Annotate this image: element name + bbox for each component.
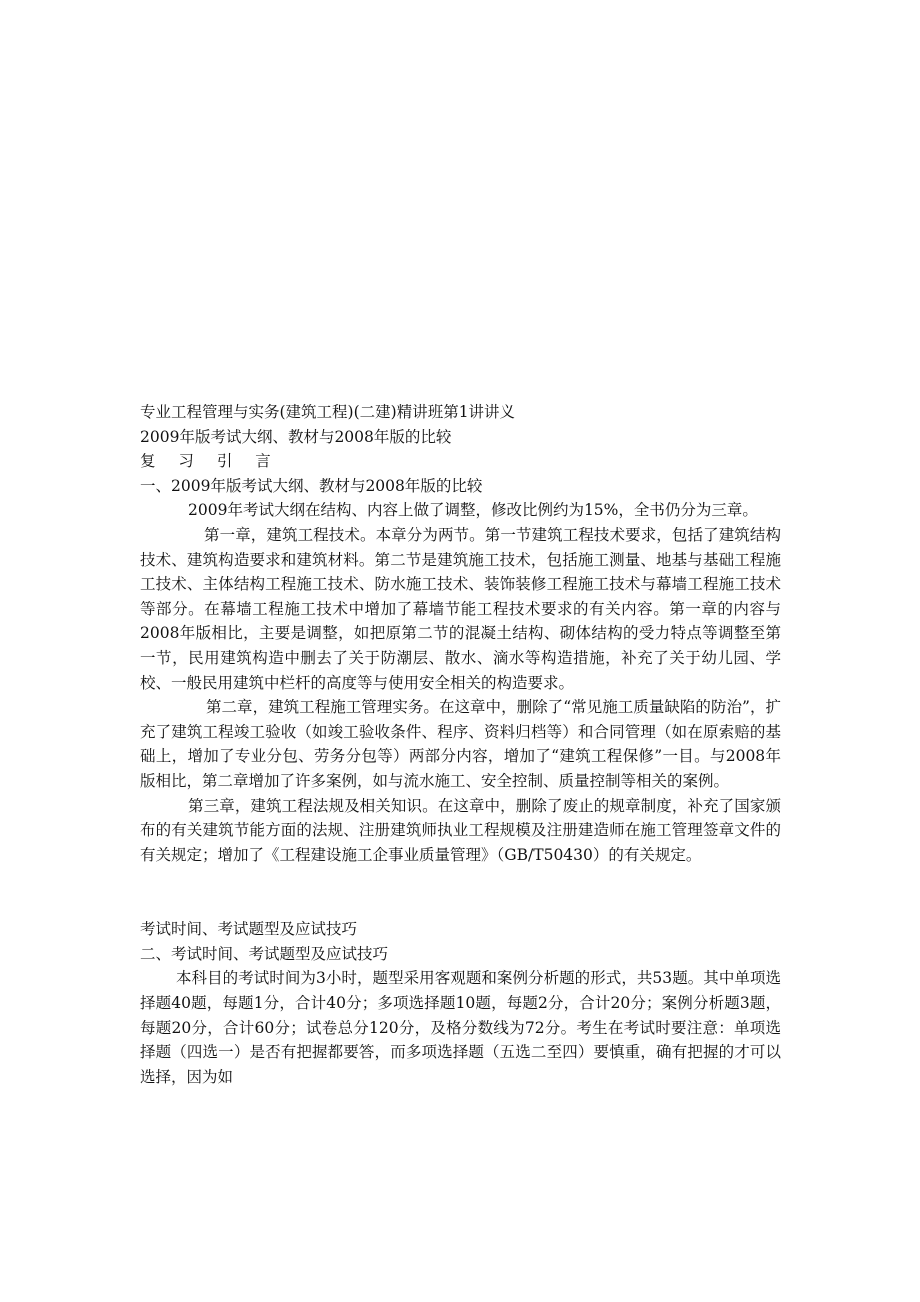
chapter-1-paragraph: 第一章，建筑工程技术。本章分为两节。第一节建筑工程技术要求，包括了建筑结构技术、建筑构造要求和建筑材料。第二节是建筑施工技术，包括施工测量、地基与基础工程施工技术、主体结构工程施工技术、防水施工技术、装饰装修工程施工技术与幕墙工程施工技术等部分。在幕墙工程施工技术中增加了幕墙节能工程技术要求的有关内容。第一章的内容与2008年版相比，主要是调整，如把原第二节的混凝土结构、砌体结构的受力特点等调整至第一节，民用建筑构造中删去了关于防潮层、散水、滴水等构造措施，补充了关于幼儿园、学校、一般民用建筑中栏杆的高度等与使用安全相关的构造要求。	[140, 525, 781, 692]
section-2-title: 考试时间、考试题型及应试技巧	[140, 920, 358, 939]
chapter-2-paragraph: 第二章，建筑工程施工管理实务。在这章中，删除了“常见施工质量缺陷的防治”，扩充了建筑工程竣工验收（如竣工验收条件、程序、资料归档等）和合同管理（如在原索赔的基础上，增加了专业分包、劳务分包等）两部分内容，增加了“建筑工程保修”一目。与2008年版相比，第二章增加了许多案例，如与流水施工、安全控制、质量控制等相关的案例。	[140, 698, 781, 790]
section-1-heading: 一、2009年版考试大纲、教材与2008年版的比较	[140, 476, 483, 495]
document-title: 专业工程管理与实务(建筑工程)(二建)精讲班第1讲讲义	[140, 403, 516, 421]
section-spacer	[140, 867, 781, 917]
document-page	[140, 400, 781, 1089]
section-1-intro-paragraph: 2009年考试大纲在结构、内容上做了调整，修改比例约为15%，全书仍分为三章。	[188, 501, 758, 520]
document-subtitle: 2009年版考试大纲、教材与2008年版的比较	[140, 427, 452, 446]
chapter-3-paragraph: 第三章，建筑工程法规及相关知识。在这章中，删除了废止的规章制度，补充了国家颁布的有关建筑节能方面的法规、注册建筑师执业工程规模及注册建造师在施工管理签章文件的有关规定；增加了《工程建设施工企事业质量管理》（GB/T50430）的有关规定。	[140, 796, 781, 864]
exam-info-paragraph: 本科目的考试时间为3小时，题型采用客观题和案例分析题的形式，共53题。其中单项选择题40题，每题1分，合计40分；多项选择题10题，每题2分，合计20分；案例分析题3题，每题20分，合计60分；试卷总分120分，及格分数线为72分。考生在考试时要注意：单项选择题（四选一）是否有把握都要答，而多项选择题（五选二至四）要慎重，确有把握的才可以选择，因为如	[140, 969, 781, 1086]
review-intro-heading: 复 习 引 言	[140, 452, 280, 471]
section-2-heading: 二、考试时间、考试题型及应试技巧	[140, 944, 389, 963]
